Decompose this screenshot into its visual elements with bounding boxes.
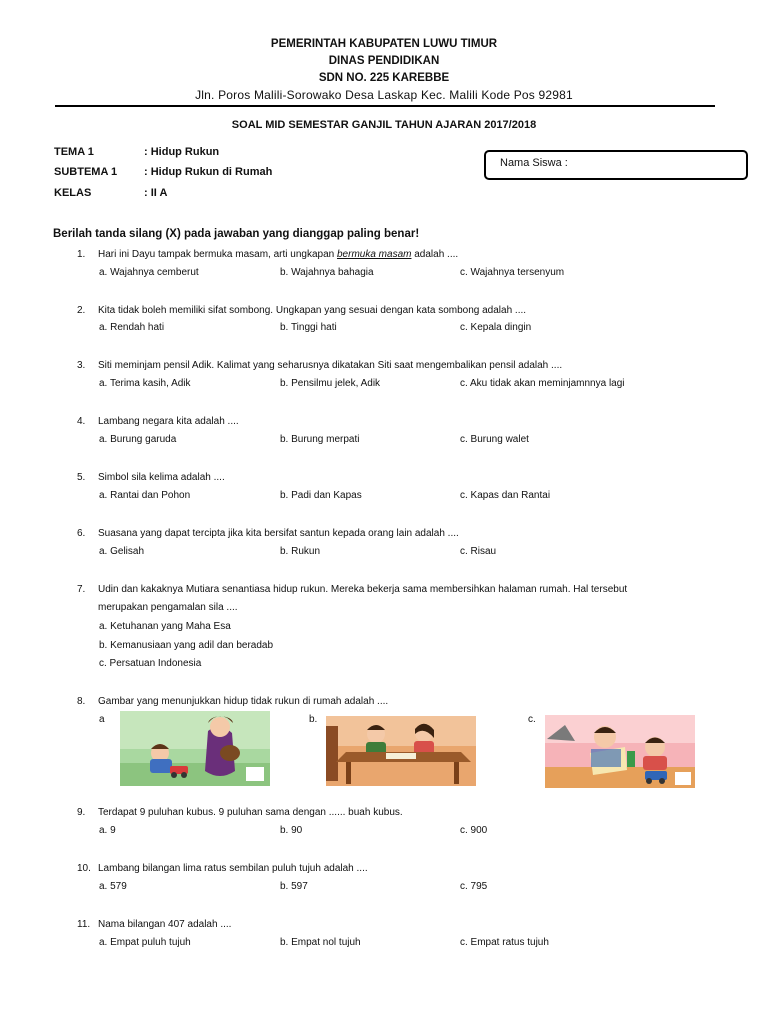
q6-option-c[interactable]: c. Risau: [460, 546, 497, 557]
q10-option-a[interactable]: a. 579: [99, 881, 127, 892]
instruction: Berilah tanda silang (X) pada jawaban yang dianggap paling benar!: [53, 228, 420, 240]
question-7-continued: merupakan pengamalan sila ....: [98, 602, 238, 613]
q7-option-a[interactable]: a. Ketuhanan yang Maha Esa: [99, 621, 231, 632]
q5-option-c[interactable]: c. Kapas dan Rantai: [460, 490, 551, 501]
q8-option-a-label[interactable]: a: [99, 714, 105, 725]
header-government: PEMERINTAH KABUPATEN LUWU TIMUR: [270, 38, 498, 50]
q8-option-c-label[interactable]: c.: [528, 714, 536, 725]
q9-option-a[interactable]: a. 9: [99, 825, 116, 836]
q4-option-a[interactable]: a. Burung garuda: [99, 434, 177, 445]
exam-title: SOAL MID SEMESTAR GANJIL TAHUN AJARAN 2017/2018: [231, 119, 537, 131]
q2-option-a[interactable]: a. Rendah hati: [99, 322, 165, 333]
q11-option-c[interactable]: c. Empat ratus tujuh: [460, 937, 549, 948]
q1-option-c[interactable]: c. Wajahnya tersenyum: [460, 267, 565, 278]
meta-kelas: KELAS : II A: [54, 187, 168, 199]
q6-option-a[interactable]: a. Gelisah: [99, 546, 145, 557]
q7-option-b[interactable]: b. Kemanusiaan yang adil dan beradab: [99, 640, 274, 651]
q8-picture-a[interactable]: [120, 711, 270, 786]
q9-option-b[interactable]: b. 90: [280, 825, 303, 836]
meta-subtema: SUBTEMA 1 : Hidup Rukun di Rumah: [54, 166, 273, 178]
q9-option-c[interactable]: c. 900: [460, 825, 488, 836]
q6-option-b[interactable]: b. Rukun: [280, 546, 321, 557]
q4-option-b[interactable]: b. Burung merpati: [280, 434, 360, 445]
q3-option-c[interactable]: c. Aku tidak akan meminjamnnya lagi: [460, 378, 625, 389]
q3-option-a[interactable]: a. Terima kasih, Adik: [99, 378, 191, 389]
q4-option-c[interactable]: c. Burung walet: [460, 434, 529, 445]
meta-tema: TEMA 1 : Hidup Rukun: [54, 146, 220, 158]
header-school: SDN NO. 225 KAREBBE: [318, 72, 450, 84]
student-name-field[interactable]: [484, 150, 748, 180]
header-address: Jln. Poros Malili-Sorowako Desa Laskap Kec. Malili Kode Pos 92981: [195, 88, 573, 102]
q2-option-c[interactable]: c. Kepala dingin: [460, 322, 532, 333]
q8-option-b-label[interactable]: b.: [309, 714, 318, 725]
q7-option-c[interactable]: c. Persatuan Indonesia: [99, 658, 202, 669]
q5-option-a[interactable]: a. Rantai dan Pohon: [99, 490, 191, 501]
q10-option-b[interactable]: b. 597: [280, 881, 308, 892]
header-divider: [55, 105, 715, 107]
q2-option-b[interactable]: b. Tinggi hati: [280, 322, 337, 333]
q8-picture-c[interactable]: [545, 715, 695, 788]
q8-picture-b[interactable]: [326, 716, 476, 786]
q10-option-c[interactable]: c. 795: [460, 881, 488, 892]
student-name-label: Nama Siswa :: [500, 157, 568, 169]
q1-option-b[interactable]: b. Wajahnya bahagia: [280, 267, 374, 278]
q11-option-a[interactable]: a. Empat puluh tujuh: [99, 937, 191, 948]
q3-option-b[interactable]: b. Pensilmu jelek, Adik: [280, 378, 381, 389]
q11-option-b[interactable]: b. Empat nol tujuh: [280, 937, 361, 948]
q1-option-a[interactable]: a. Wajahnya cemberut: [99, 267, 199, 278]
header-department: DINAS PENDIDIKAN: [328, 55, 440, 67]
q5-option-b[interactable]: b. Padi dan Kapas: [280, 490, 362, 501]
